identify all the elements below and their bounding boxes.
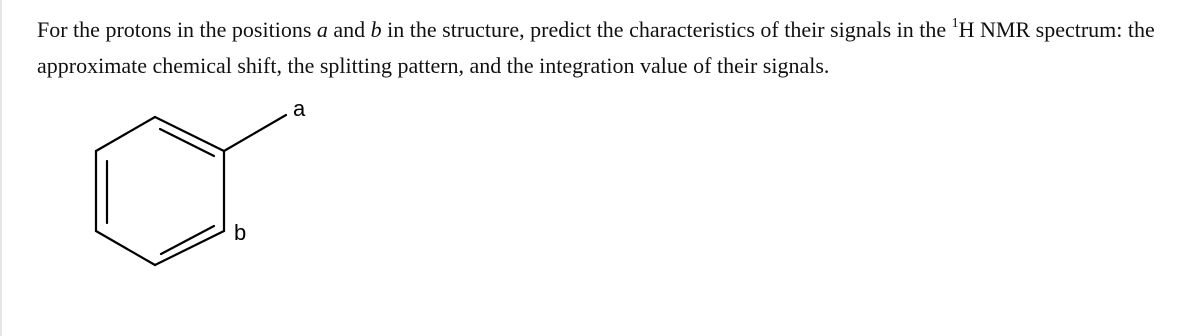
panel-border	[0, 0, 2, 336]
ring-bond-bottom-right	[155, 231, 224, 265]
methyl-bond	[224, 115, 286, 151]
question-part2: in the structure, predict the characteristics of their signals in the	[381, 17, 952, 42]
label-a: a	[293, 96, 306, 121]
isotope-superscript: 1	[951, 15, 959, 31]
ring-bond-bottom-left	[96, 231, 155, 265]
question-part3: H NMR spectrum: the approximate chemical shift, the splitting pattern, and the integration value of their signals.	[37, 17, 1155, 78]
question-part1: For the protons in the positions	[37, 17, 317, 42]
label-b: b	[234, 220, 247, 245]
question-and: and	[327, 17, 371, 42]
question-text	[37, 12, 1187, 84]
position-b-italic: b	[370, 17, 382, 42]
toluene-structure	[80, 95, 340, 285]
ring-bond-top-right	[155, 117, 224, 151]
position-a-italic: a	[316, 17, 328, 42]
ring-bond-top-left	[96, 117, 155, 151]
